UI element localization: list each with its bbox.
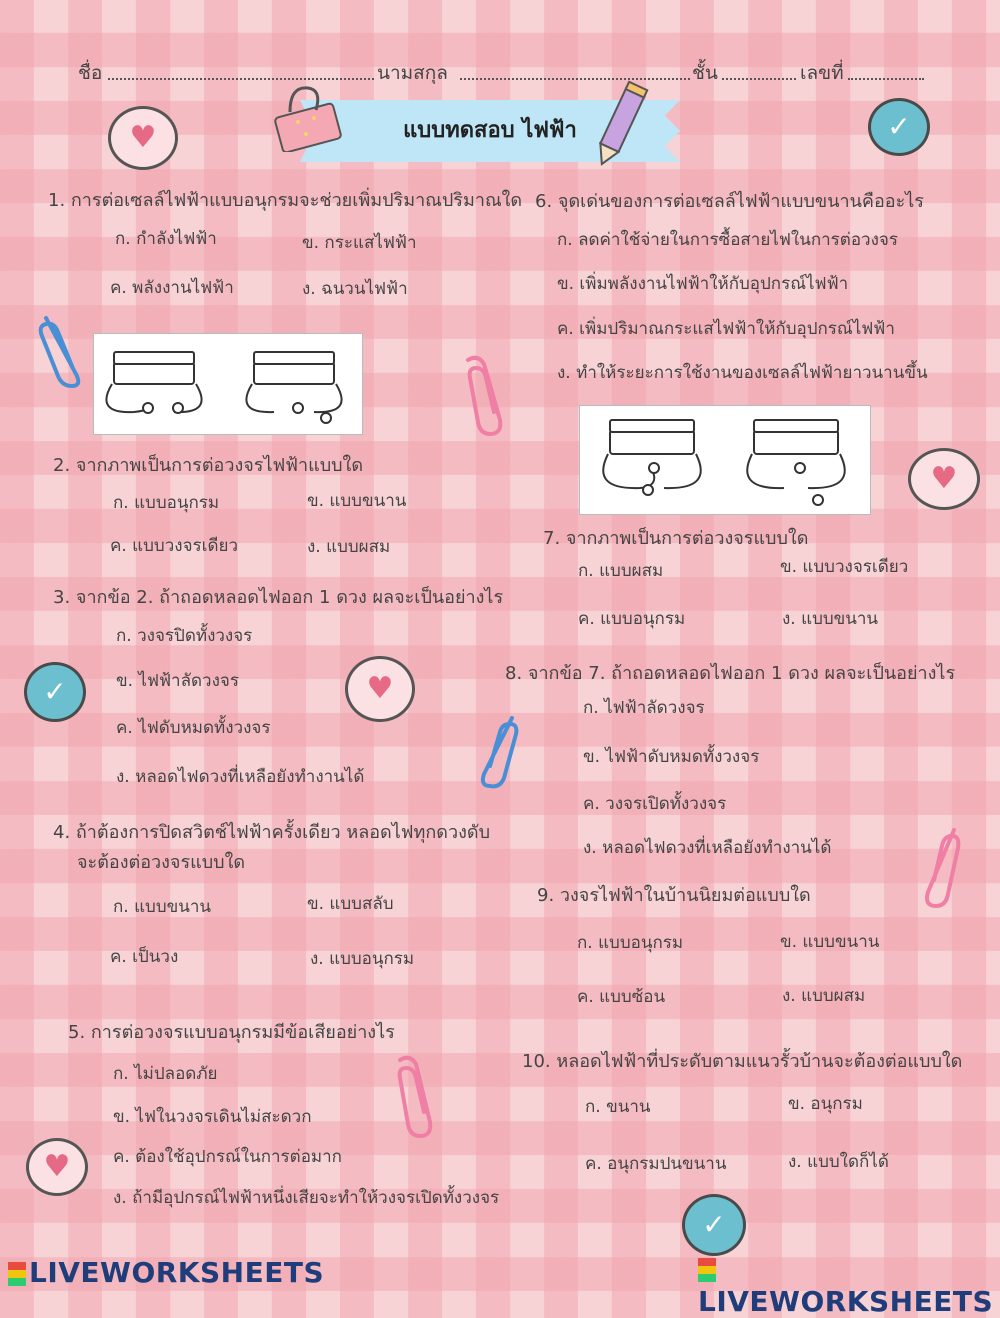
q8-choice-d[interactable]: ง. หลอดไฟดวงที่เหลือยังทำงานได้ — [583, 838, 832, 858]
q5-choice-b[interactable]: ข. ไฟในวงจรเดินไม่สะดวก — [113, 1107, 312, 1127]
check-icon: ✓ — [868, 98, 930, 156]
q1-choice-a[interactable]: ก. กำลังไฟฟ้า — [115, 229, 217, 249]
q6-choice-a[interactable]: ก. ลดค่าใช้จ่ายในการซื้อสายไฟในการต่อวงจร — [557, 230, 898, 250]
logo-mark-icon — [8, 1262, 26, 1286]
q3-choice-c[interactable]: ค. ไฟดับหมดทั้งวงจร — [116, 718, 271, 738]
question-2: 2. จากภาพเป็นการต่อวงจรไฟฟ้าแบบใด — [53, 455, 364, 476]
q7-choice-c[interactable]: ค. แบบอนุกรม — [578, 609, 686, 629]
q6-choice-d[interactable]: ง. ทำให้ระยะการใช้งานของเซลล์ไฟฟ้ายาวนานขึ้น — [557, 363, 928, 383]
name-label: ชื่อ — [78, 62, 103, 84]
question-3: 3. จากข้อ 2. ถ้าถอดหลอดไฟออก 1 ดวง ผลจะเป็นอย่างไร — [53, 587, 504, 608]
q3-choice-d[interactable]: ง. หลอดไฟดวงที่เหลือยังทำงานได้ — [116, 767, 365, 787]
q1-choice-d[interactable]: ง. ฉนวนไฟฟ้า — [302, 279, 408, 299]
surname-label: นามสกุล — [377, 62, 448, 84]
q5-choice-c[interactable]: ค. ต้องใช้อุปกรณ์ในการต่อมาก — [113, 1147, 342, 1167]
liveworksheets-logo-right — [698, 1252, 1000, 1318]
q1-choice-b[interactable]: ข. กระแสไฟฟ้า — [302, 233, 417, 253]
q2-choice-b[interactable]: ข. แบบขนาน — [307, 491, 407, 511]
logo-text: LIVEWORKSHEETS — [29, 1256, 325, 1289]
surname-field[interactable] — [460, 78, 690, 80]
q8-choice-a[interactable]: ก. ไฟฟ้าลัดวงจร — [583, 698, 705, 718]
paperclip-icon — [458, 350, 508, 440]
number-field[interactable] — [848, 78, 924, 80]
heart-icon: ♥ — [908, 448, 980, 510]
q9-choice-d[interactable]: ง. แบบผสม — [782, 986, 866, 1006]
q9-choice-a[interactable]: ก. แบบอนุกรม — [577, 933, 684, 953]
binder-clip-icon — [270, 82, 350, 152]
q5-choice-d[interactable]: ง. ถ้ามีอุปกรณ์ไฟฟ้าหนึ่งเสียจะทำให้วงจรเปิดทั้งวงจร — [113, 1188, 500, 1208]
q1-choice-c[interactable]: ค. พลังงานไฟฟ้า — [110, 278, 234, 298]
q5-choice-a[interactable]: ก. ไม่ปลอดภัย — [113, 1064, 218, 1084]
question-5: 5. การต่อวงจรแบบอนุกรมมีข้อเสียอย่างไร — [68, 1022, 395, 1043]
question-10: 10. หลอดไฟฟ้าที่ประดับตามแนวรั้วบ้านจะต้องต่อแบบใด — [522, 1051, 963, 1072]
heart-icon: ♥ — [345, 656, 415, 722]
q8-choice-c[interactable]: ค. วงจรเปิดทั้งวงจร — [583, 794, 727, 814]
q3-choice-a[interactable]: ก. วงจรปิดทั้งวงจร — [116, 626, 253, 646]
q7-choice-d[interactable]: ง. แบบขนาน — [782, 609, 879, 629]
question-7: 7. จากภาพเป็นการต่อวงจรแบบใด — [543, 528, 809, 549]
q4-choice-b[interactable]: ข. แบบสลับ — [307, 894, 394, 914]
question-4: 4. ถ้าต้องการปิดสวิตช์ไฟฟ้าครั้งเดียว หลอดไฟทุกดวงดับ — [53, 822, 491, 843]
check-icon: ✓ — [682, 1194, 746, 1256]
q8-choice-b[interactable]: ข. ไฟฟ้าดับหมดทั้งวงจร — [583, 747, 760, 767]
paperclip-icon — [474, 708, 520, 792]
question-4-line2: จะต้องต่อวงจรแบบใด — [77, 852, 246, 873]
q2-choice-d[interactable]: ง. แบบผสม — [307, 537, 391, 557]
q9-choice-b[interactable]: ข. แบบขนาน — [780, 932, 880, 952]
q10-choice-b[interactable]: ข. อนุกรม — [788, 1094, 863, 1114]
question-8: 8. จากข้อ 7. ถ้าถอดหลอดไฟออก 1 ดวง ผลจะเป็นอย่างไร — [505, 663, 956, 684]
number-label: เลขที่ — [800, 62, 844, 84]
liveworksheets-logo-left — [8, 1256, 324, 1289]
page-title: แบบทดสอบ ไฟฟ้า — [403, 118, 577, 143]
logo-mark-icon — [698, 1258, 716, 1282]
q4-choice-c[interactable]: ค. เป็นวง — [110, 947, 179, 967]
q6-choice-c[interactable]: ค. เพิ่มปริมาณกระแสไฟฟ้าให้กับอุปกรณ์ไฟฟ้า — [557, 319, 895, 339]
question-1: 1. การต่อเซลล์ไฟฟ้าแบบอนุกรมจะช่วยเพิ่มปริมาณปริมาณใด — [48, 190, 523, 211]
check-icon: ✓ — [24, 662, 86, 722]
question-6: 6. จุดเด่นของการต่อเซลล์ไฟฟ้าแบบขนานคืออะไร — [535, 191, 924, 212]
q10-choice-c[interactable]: ค. อนุกรมปนขนาน — [585, 1154, 727, 1174]
q4-choice-d[interactable]: ง. แบบอนุกรม — [310, 949, 415, 969]
heart-icon: ♥ — [26, 1138, 88, 1196]
q10-choice-a[interactable]: ก. ขนาน — [585, 1097, 651, 1117]
logo-text: LIVEWORKSHEETS — [698, 1285, 994, 1318]
paperclip-icon — [388, 1050, 438, 1144]
q10-choice-d[interactable]: ง. แบบใดก็ได้ — [788, 1152, 889, 1172]
question-9: 9. วงจรไฟฟ้าในบ้านนิยมต่อแบบใด — [537, 885, 811, 906]
q7-choice-b[interactable]: ข. แบบวงจรเดียว — [780, 557, 909, 577]
paperclip-icon — [914, 820, 966, 912]
class-field[interactable] — [722, 78, 796, 80]
q4-choice-a[interactable]: ก. แบบขนาน — [113, 897, 212, 917]
q2-choice-c[interactable]: ค. แบบวงจรเดียว — [110, 536, 239, 556]
q6-choice-b[interactable]: ข. เพิ่มพลังงานไฟฟ้าให้กับอุปกรณ์ไฟฟ้า — [557, 274, 849, 294]
paperclip-icon — [36, 308, 92, 388]
class-label: ชั้น — [692, 62, 718, 84]
q2-choice-a[interactable]: ก. แบบอนุกรม — [113, 493, 220, 513]
q9-choice-c[interactable]: ค. แบบซ้อน — [577, 987, 666, 1007]
pencil-icon — [590, 80, 650, 170]
q3-choice-b[interactable]: ข. ไฟฟ้าลัดวงจร — [116, 671, 239, 691]
circuit-image-series — [93, 333, 363, 435]
q7-choice-a[interactable]: ก. แบบผสม — [578, 561, 664, 581]
heart-icon: ♥ — [108, 106, 178, 170]
circuit-image-parallel — [579, 405, 871, 515]
name-field[interactable] — [108, 78, 374, 80]
